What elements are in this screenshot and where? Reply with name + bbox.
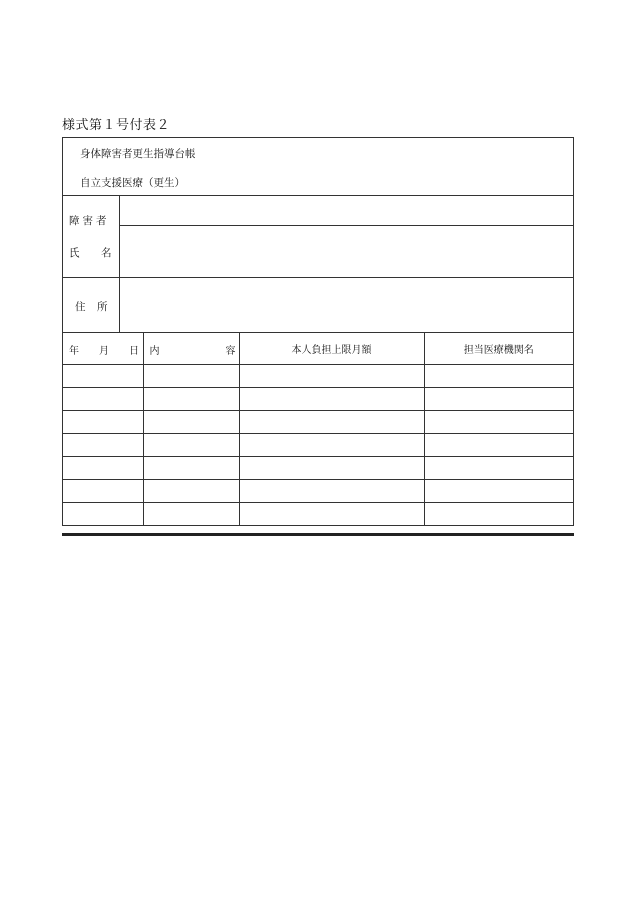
table-row bbox=[63, 387, 573, 410]
table-row bbox=[63, 433, 573, 456]
content-label-second: 容 bbox=[225, 346, 236, 357]
content-cell[interactable] bbox=[143, 479, 239, 502]
form-header bbox=[63, 138, 573, 196]
ledger-subtitle: 自立支援医療（更生） bbox=[80, 177, 185, 189]
name-label-second: 名 bbox=[101, 247, 112, 259]
content-cell[interactable] bbox=[143, 456, 239, 479]
content-cell[interactable] bbox=[143, 387, 239, 410]
name-label-cell bbox=[63, 196, 120, 277]
disabled-person-label: 障害者 bbox=[69, 215, 110, 227]
table-row bbox=[63, 456, 573, 479]
ledger-title: 身体障害者更生指導台帳 bbox=[80, 148, 196, 160]
amount-cell[interactable] bbox=[239, 456, 424, 479]
content-cell[interactable] bbox=[143, 433, 239, 456]
institution-cell[interactable] bbox=[424, 387, 573, 410]
amount-cell[interactable] bbox=[239, 387, 424, 410]
amount-cell[interactable] bbox=[239, 502, 424, 525]
institution-header: 担当医療機関名 bbox=[424, 333, 573, 364]
institution-cell[interactable] bbox=[424, 364, 573, 387]
form-bottom-rule bbox=[62, 533, 574, 536]
content-label-first: 内 bbox=[149, 346, 160, 357]
date-cell[interactable] bbox=[63, 456, 143, 479]
amount-cell[interactable] bbox=[239, 364, 424, 387]
institution-cell[interactable] bbox=[424, 502, 573, 525]
date-cell[interactable] bbox=[63, 479, 143, 502]
address-label-first: 住 bbox=[75, 301, 86, 313]
guidance-ledger-form bbox=[62, 137, 574, 526]
table-row bbox=[63, 502, 573, 525]
table-row bbox=[63, 479, 573, 502]
amount-cell[interactable] bbox=[239, 410, 424, 433]
content-header bbox=[143, 333, 239, 364]
content-cell[interactable] bbox=[143, 502, 239, 525]
table-row bbox=[63, 364, 573, 387]
name-furigana-field[interactable] bbox=[120, 196, 573, 226]
month-label: 月 bbox=[99, 346, 109, 357]
content-cell[interactable] bbox=[143, 410, 239, 433]
year-label: 年 bbox=[69, 346, 79, 357]
record-table bbox=[63, 333, 573, 525]
amount-cell[interactable] bbox=[239, 433, 424, 456]
date-cell[interactable] bbox=[63, 387, 143, 410]
day-label: 日 bbox=[129, 346, 139, 357]
date-cell[interactable] bbox=[63, 364, 143, 387]
date-header bbox=[63, 333, 143, 364]
date-cell[interactable] bbox=[63, 502, 143, 525]
address-label-second: 所 bbox=[97, 301, 108, 313]
form-title: 様式第１号付表２ bbox=[62, 118, 171, 133]
content-cell[interactable] bbox=[143, 364, 239, 387]
institution-cell[interactable] bbox=[424, 410, 573, 433]
institution-cell[interactable] bbox=[424, 479, 573, 502]
institution-cell[interactable] bbox=[424, 456, 573, 479]
name-value-cell[interactable] bbox=[120, 196, 573, 277]
date-cell[interactable] bbox=[63, 410, 143, 433]
address-section bbox=[63, 278, 573, 333]
name-label-first: 氏 bbox=[69, 247, 80, 259]
table-header-row bbox=[63, 333, 573, 364]
table-row bbox=[63, 410, 573, 433]
name-section bbox=[63, 196, 573, 278]
address-field[interactable] bbox=[120, 278, 573, 332]
amount-cell[interactable] bbox=[239, 479, 424, 502]
address-label-cell bbox=[63, 278, 120, 332]
institution-cell[interactable] bbox=[424, 433, 573, 456]
amount-header: 本人負担上限月額 bbox=[239, 333, 424, 364]
date-cell[interactable] bbox=[63, 433, 143, 456]
